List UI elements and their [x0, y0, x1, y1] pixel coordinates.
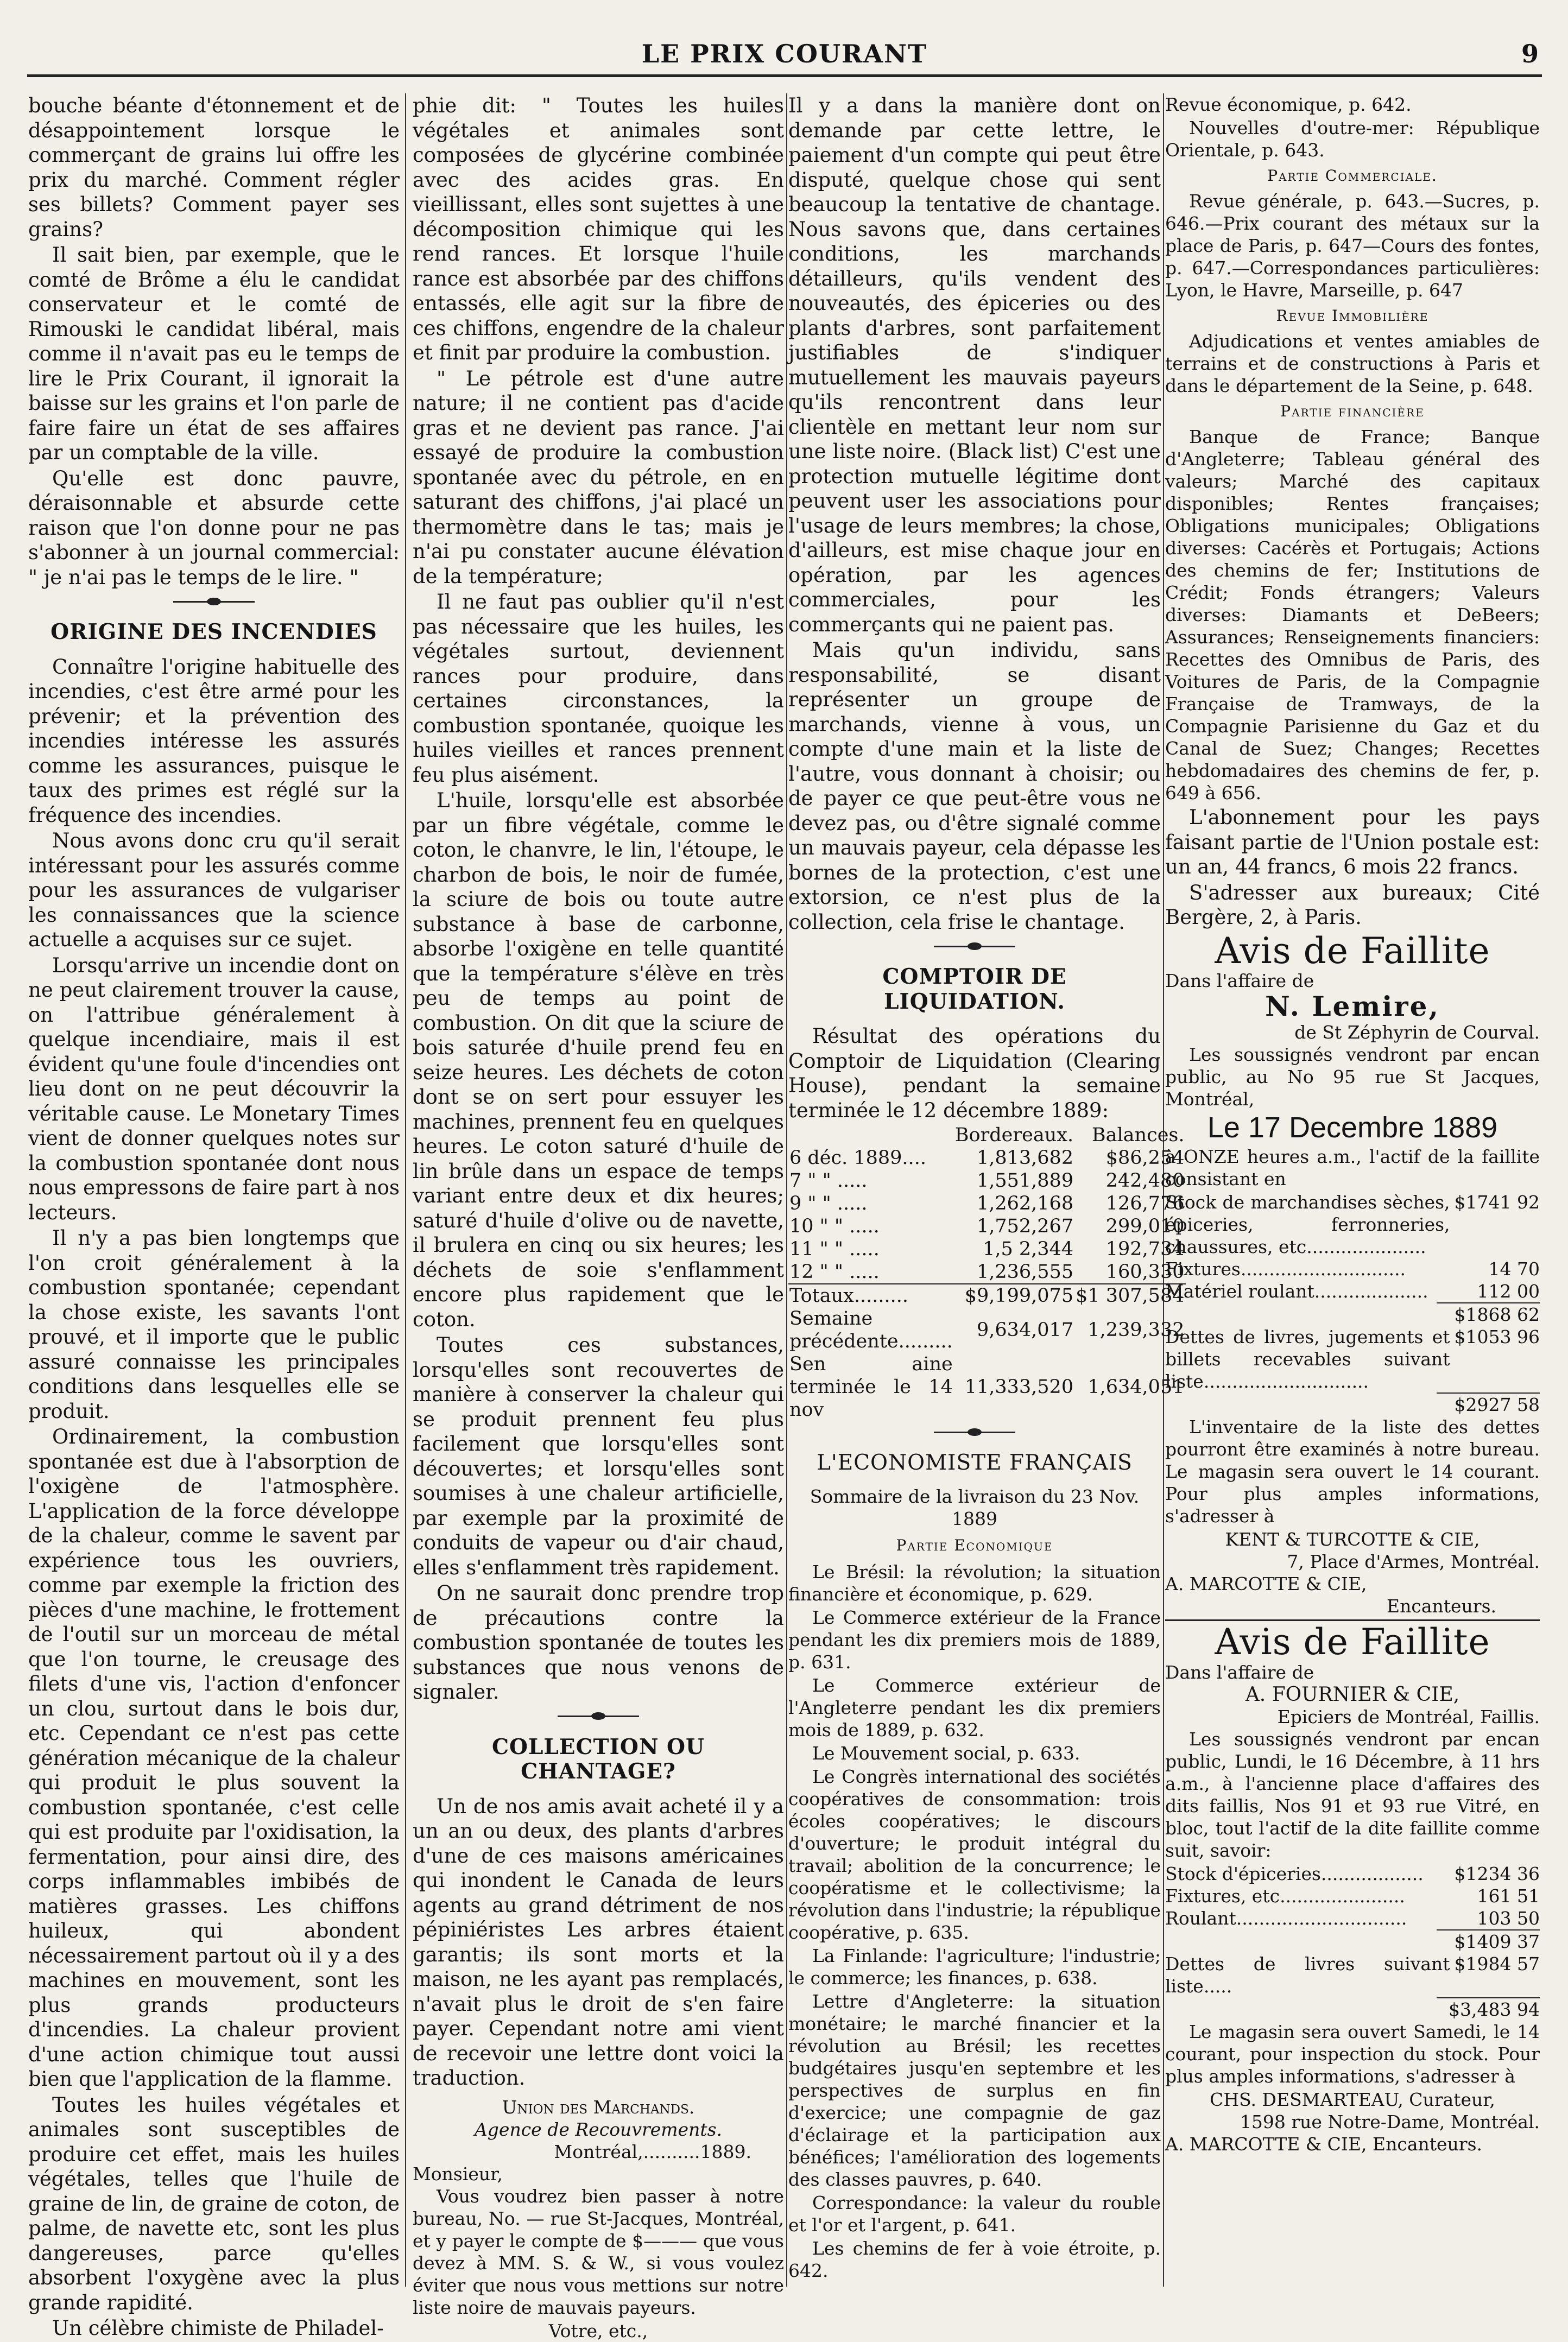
row-date: 10 " " ..... [789, 1216, 880, 1237]
inventory-line [1165, 1258, 1540, 1280]
inventory-line [1165, 1280, 1540, 1302]
section-divider [28, 591, 400, 612]
subtotal-line [1165, 1303, 1540, 1326]
paragraph: Il sait bien, par exemple, que le comté de Brôme a élu le candidat conservateur et le comté de Rimouski le candidat libéral, mais comme il n'avait pas eu le temps de lire le Prix Courant, il ignorait la baisse sur les grains et l'on parle de faire faire un état de ses affaires par un comptable de la ville. [28, 243, 400, 464]
totals-row [788, 1284, 1186, 1307]
total-line [1165, 1998, 1540, 2021]
avis-time: à ONZE heures a.m., l'actif de la faillite consistant en [1165, 1146, 1540, 1189]
firm-name: A. MARCOTTE & CIE, Encanteurs. [1165, 2133, 1483, 2155]
row-date: 7 " " ..... [789, 1170, 868, 1192]
paragraph: " Le pétrole est d'une autre nature; il ne contient pas d'acide gras et ne devient pas rance. J'ai essayé de produire la combustion spontanée avec du pétrole, en en saturant des chiffons, j'ai placé un thermomètre dans le tas; mais je n'ai pu constater aucune élévation de la température; [413, 366, 784, 588]
paragraph: Ordinairement, la combustion spontanée est due à l'absorption de l'oxigène de l'atmosphère. L'application de la force développe de la chaleur, comme le savent par expérience tous les ouvriers, comme par exemple la friction des pièces d'une machine, le frottement de l'outil sur un morceau de métal que l'on tourne, le creusage des filets d'une vis, l'action d'enfoncer un clou, surtout dans le bois dur, etc. Cependant ce n'est pas cette génération mécanique de la chaleur qui produit le plus souvent la combustion spontanée, c'est celle qui est produite par l'oxidisation, la fermentation, pour ainsi dire, des corps inflammables imbibés de matières grasses. Les chiffons huileux, qui abondent nécessairement partout où il y a des machines en mouvement, sont les plus grands producteurs d'incendies. La chaleur provient d'une action chimique tout aussi bien que l'application de la flamme. [28, 1425, 400, 2091]
avis-date: Le 17 Decembre 1889 [1207, 1111, 1498, 1144]
table-header-row [788, 1124, 1186, 1147]
table-row [788, 1192, 1186, 1215]
list-item: Les chemins de fer à voie étroite, p. 642. [788, 2238, 1161, 2281]
paragraph: Connaître l'origine habituelle des incendies, c'est être armé pour les prévenir; et la prévention des incendies intéresse les assurés comme les assurances, puisque le taux des primes est réglé sur la fréquence des incendies. [28, 655, 400, 827]
prev-bordereaux: 9,634,017 [976, 1319, 1074, 1341]
inventory-line [1165, 1191, 1540, 1258]
paragraph: Un célèbre chimiste de Philadel- [52, 2316, 384, 2340]
table-row [788, 1261, 1186, 1284]
paragraph: L'huile, lorsqu'elle est absorbée par un fibre végétale, comme le coton, le chanvre, le lin, l'étoupe, le charbon de bois, le noir de fumée, la sciure de bois ou toute autre substance à base de carbonne, absorbe l'oxigène en telle quantité que la température s'élève en très peu de temps au point de combustion. On dit que la sciure de bois saturée d'huile prend feu en seize heures. Les déchets de coton dont se on sert pour essuyer les machines, prennent feu en quelques heures. Le coton saturé d'huile de lin brûle dans un espace de temps variant entre deux et dix heures; saturé d'huile d'olive ou de navette, il brulera en cinq ou six heures; les déchets de soie s'enflamment encore plus rapidement que le coton. [413, 789, 784, 1331]
year-label: Sen aine terminée le 14 nov [789, 1353, 953, 1421]
table-row [788, 1147, 1186, 1169]
avis-intro: Dans l'affaire de [1165, 1661, 1314, 1683]
avis-faillite-lemire [1165, 929, 1540, 1618]
dettes-label: Dettes de livres, jugements et billets recevables suivant liste............................. [1165, 1326, 1450, 1392]
avis-sale: Les soussignés vendront par encan public, Lundi, le 16 Décembre, à 11 hrs a.m., à l'ancienne place d'affaires des dits faillis, Nos 91 et 93 rue Vitré, en bloc, tout l'actif de la dite faillite comme suit, savoir: [1165, 1728, 1540, 1861]
economiste-continued [1165, 93, 1540, 804]
dettes-line [1165, 1326, 1540, 1392]
paragraph: Il n'y a pas bien longtemps que l'on croit généralement à la combustion spontanée; cependant la chose existe, les savants l'ont prouvé, et il importe que le public assuré connaisse les principales conditions dans lesquelles elle se produit. [28, 1226, 400, 1423]
prev-label: Semaine précédente......... [789, 1308, 953, 1352]
paragraph: bouche béante d'étonnement et de désappointement lorsque le commerçant de grains lui offre les prix du marché. Comment régler ses billets? Comment payer ses grains? [28, 94, 400, 241]
sommaire-line: Sommaire de la livraison du 23 Nov. 1889 [810, 1485, 1140, 1529]
year-row [788, 1353, 1186, 1421]
column-4 [1165, 93, 1540, 2292]
paragraph: Résultat des opérations du Comptoir de Liquidation (Clearing House), pendant la semaine terminée le 12 décembre 1889: [788, 1024, 1161, 1122]
page-number: 9 [1521, 39, 1539, 68]
table-row [788, 1215, 1186, 1238]
page-header [27, 34, 1542, 77]
subtotal-amount: $1868 62 [1454, 1304, 1540, 1325]
row-bordereaux: 1,5 2,344 [983, 1238, 1074, 1260]
firm-address: 7, Place d'Armes, Montréal. [1287, 1551, 1540, 1572]
letter-agence: Agence de Recouvrements. [474, 2118, 723, 2140]
total-amount: $2927 58 [1454, 1394, 1540, 1415]
list-item: Le Mouvement social, p. 633. [812, 1743, 1080, 1764]
section-heading-economiste: L'ECONOMISTE FRANÇAIS [817, 1451, 1133, 1475]
firm-name: A. MARCOTTE & CIE, [1165, 1573, 1367, 1594]
list-item: La Finlande: l'agriculture; l'industrie; le commerce; les finances, p. 638. [788, 1945, 1161, 1989]
avis-note: Le magasin sera ouvert Samedi, le 14 courant, pour inspection du stock. Pour plus amples informations, s'adresser à [1165, 2021, 1540, 2087]
col-header-balances: Balances. [1091, 1124, 1185, 1146]
firm-address: 1598 rue Notre-Dame, Montréal. [1240, 2111, 1540, 2132]
list-item: Correspondance: la valeur du rouble et l'or et l'argent, p. 641. [788, 2192, 1161, 2236]
total-amount: $3,483 94 [1449, 1998, 1540, 2020]
paragraph: On ne saurait donc prendre trop de précautions contre la combustion spontanée de toutes les substances que nous venons de signaler. [413, 1581, 784, 1704]
letter-closing: Votre, etc., [548, 2320, 648, 2341]
avis-place: de St Zéphyrin de Courval. [1294, 1021, 1540, 1043]
dettes-label: Dettes de livres suivant liste..... [1165, 1953, 1450, 1997]
row-balances: 242,480 [1105, 1170, 1185, 1192]
year-balances: 1,634,051 [1088, 1376, 1185, 1398]
row-bordereaux: 1,236,555 [976, 1261, 1074, 1283]
paragraph: S'adresser aux bureaux; Cité Bergère, 2, à Paris. [1165, 881, 1540, 929]
inventory-label: Fixtures............................. [1165, 1258, 1406, 1280]
partie-commerciale-heading: Partie Commerciale. [1267, 167, 1438, 185]
avis-place: Epiciers de Montréal, Faillis. [1277, 1706, 1540, 1727]
section-divider [413, 1706, 784, 1727]
row-bordereaux: 1,813,682 [976, 1147, 1074, 1169]
avis-name: N. Lemire, [1265, 990, 1440, 1022]
paragraph: Un de nos amis avait acheté il y a un an ou deux, des plants d'arbres d'une de ces maisons américaines qui inondent le Canada de leurs agents au grand détriment de nos pépiniéristes Les arbres étaient garantis; ils sont morts et la maison, ne les ayant pas remplacés, n'avait plus le droit de s'en faire payer. Cependant notre ami vient de recevoir une lettre dont voici la traduction. [413, 1794, 784, 2090]
section-heading-incendies: ORIGINE DES INCENDIES [50, 619, 377, 644]
row-date: 6 déc. 1889.... [789, 1147, 926, 1169]
row-date: 9 " " ..... [789, 1193, 868, 1214]
section-divider [788, 1421, 1161, 1443]
row-balances: 192,734 [1105, 1238, 1185, 1260]
inventory-label: Roulant.............................. [1165, 1907, 1407, 1929]
paragraph: Il y a dans la manière dont on demande par cette lettre, le paiement d'un compte qui peut être disputé, quelque chose qui sent beaucoup la tentative de chantage. Nous savons que, dans certaines conditions, les marchands détailleurs, qu'ils vendent des nouveautés, des épiceries ou des plants d'arbres, sont parfaitement justifiables de s'indiquer mutuellement les mauvais payeurs qu'ils rencontrent dans leur clientèle en mettant leur nom sur une liste noire. (Black list) C'est une protection mutuelle légitime dont peuvent user les associations pour l'usage de leurs membres; la chose, d'ailleurs, est mise chaque jour en opération, par les agences commerciales, pour les commerçants qui ne paient pas. [788, 94, 1161, 636]
subtotal-line [1165, 1930, 1540, 1953]
dettes-line [1165, 1953, 1540, 1997]
list-item: Le Brésil: la révolution; la situation financière et économique, p. 629. [788, 1561, 1161, 1605]
avis-name: A. FOURNIER & CIE, [1245, 1683, 1460, 1706]
row-balances: 299,010 [1105, 1216, 1185, 1237]
letter-salutation: Monsieur, [413, 2163, 503, 2185]
totals-bordereaux: $9,199,075 [954, 1284, 1074, 1307]
list-item: Adjudications et ventes amiables de terrains et de constructions à Paris et dans le département de la Seine, p. 648. [1165, 331, 1540, 396]
letter-date: Montréal,..........1889. [554, 2141, 751, 2162]
inventory-amount: 103 50 [1477, 1907, 1540, 1929]
quoted-letter [413, 2096, 784, 2342]
inventory-amount: $1741 92 [1454, 1192, 1540, 1213]
list-item: Le Congrès international des sociétés coopératives de consommation: trois écoles coopératives; le discours d'ouverture; le produit intégral du travail; abolition de la concurrence; le coopératisme et le collectivisme; la révolution dans l'industrie; la république coopérative, p. 635. [788, 1766, 1161, 1943]
dettes-amount: $1984 57 [1454, 1953, 1540, 1974]
col-header-bordereaux: Bordereaux. [954, 1124, 1074, 1146]
paragraph: Nous avons donc cru qu'il serait intéressant pour les assurés comme pour les assurances de vulgariser les connaissances que la science actuelle a acquises sur ce sujet. [28, 829, 400, 951]
prev-balances: 1,239,332 [1088, 1319, 1185, 1341]
letter-body: Vous voudrez bien passer à notre bureau, No. — rue St-Jacques, Montréal, et y payer le compte de $——— que vous devez à MM. S. & W., si vous voulez éviter que nous vous mettions sur notre liste noire de mauvais payeurs. [413, 2185, 784, 2318]
inventory-label: Matériel roulant.................... [1165, 1281, 1428, 1302]
subtotal-amount: $1409 37 [1454, 1930, 1540, 1952]
inventory-label: Stock d'épiceries.................. [1165, 1863, 1424, 1884]
row-bordereaux: 1,752,267 [976, 1216, 1074, 1237]
previous-week-row [788, 1307, 1186, 1353]
inventory-amount: 161 51 [1477, 1885, 1540, 1907]
newspaper-title: LE PRIX COURANT [641, 39, 928, 68]
paragraph: phie dit: " Toutes les huiles végétales et animales sont composées de glycérine combinée avec des acides gras. En vieillissant, elles sont sujettes à une décomposition chimique qui les rend rances. Et lorsque l'huile rance est absorbée par des chiffons entassés, elle agit sur la fibre de ces chiffons, engendre de la chaleur et finit par produire la combustion. [413, 94, 784, 364]
table-row [788, 1169, 1186, 1192]
economiste-items [788, 1561, 1161, 2282]
row-balances: $86,254 [1105, 1147, 1185, 1169]
inventory-label: Stock de marchandises sèches, épiceries, ferronneries, chaussures, etc..................... [1165, 1192, 1450, 1257]
inventory-label: Fixtures, etc...................... [1165, 1885, 1405, 1907]
firm-name: KENT & TURCOTTE & CIE, [1225, 1529, 1480, 1550]
letter-union: Union des Marchands. [502, 2096, 695, 2118]
list-item: Revue générale, p. 643.—Sucres, p. 646.—Prix courant des métaux sur la place de Paris, p. 647—Cours des fontes, p. 647.—Correspondances particulières: Lyon, le Havre, Marseille, p. 647 [1165, 191, 1540, 301]
firm-name: CHS. DESMARTEAU, Curateur, [1210, 2088, 1495, 2110]
list-item: Banque de France; Banque d'Angleterre; Tableau général des valeurs; Marché des capitaux disponibles; Rentes françaises; Obligations municipales; Obligations diverses: Cacérès et Portugais; Actions des chemins de fer; Institutions de Crédit; Fonds étrangers; Valeurs diverses: Diamants et DeBeers; Assurances; Renseignements financiers: Recettes des Omnibus de Paris, des Voitures de Paris, de la Compagnie Française de Tramways, de la Compagnie Parisienne du Gaz et du Canal de Suez; Changes; Recettes hebdomadaires des chemins de fer, p. 649 à 656. [1165, 426, 1540, 803]
inventory-amount: 112 00 [1477, 1281, 1540, 1302]
partie-economique-heading: Partie Economique [896, 1536, 1053, 1554]
section-heading-comptoir: COMPTOIR DE LIQUIDATION. [882, 964, 1067, 1014]
inventory-line [1165, 1885, 1540, 1907]
table-row [788, 1238, 1186, 1261]
row-balances: 160,330 [1105, 1261, 1185, 1283]
paragraph: Lorsqu'arrive un incendie dont on ne peut clairement trouver la cause, on l'attribue généralement à quelque incendiaire, mais il est évident qu'une foule d'incendies ont lieu dont on ne peut découvrir la véritable cause. Le Monetary Times vient de donner quelques notes sur la combustion spontanée dont nous nous empressons de faire part à nos lecteurs. [28, 953, 400, 1224]
paragraph: Mais qu'un individu, sans responsabilité, se disant représenter un groupe de marchands, vienne à vous, un compte d'une main et la liste de l'autre, vous donnant à choisir; ou de payer ce que peut-être vous ne devez pas, ou d'être signalé comme un mauvais payeur, cela dépasse les bornes de la protection, c'est une extorsion, ce n'est plus de la collection, cela frise le chantage. [788, 638, 1161, 934]
list-item: Lettre d'Angleterre: la situation monétaire; le marché financier et la révolution au Brésil; les recettes budgétaires jusqu'en septembre et les perspectives de surplus en fin d'exercice; une compagnie de gaz d'éclairage et la participation aux bénéfices; l'amélioration des logements des classes pauvres, p. 640. [788, 1991, 1161, 2190]
list-item: Revue économique, p. 642. [1165, 94, 1412, 115]
list-item: Le Commerce extérieur de la France pendant les dix premiers mois de 1889, p. 631. [788, 1607, 1161, 1673]
row-bordereaux: 1,551,889 [976, 1170, 1074, 1192]
avis-intro: Dans l'affaire de [1165, 970, 1314, 991]
paragraph: Qu'elle est donc pauvre, déraisonnable et absurde cette raison que l'on donne pour ne pas s'abonner à un journal commercial: " je n'ai pas le temps de le lire. " [28, 466, 400, 589]
row-balances: 126,776 [1105, 1193, 1185, 1214]
section-heading-collection: COLLECTION OU CHANTAGE? [491, 1734, 705, 1784]
column-2 [413, 93, 784, 2341]
section-divider [788, 935, 1161, 957]
revue-immobiliere-heading: Revue Immobilière [1276, 307, 1429, 325]
firm-role: Encanteurs. [1387, 1596, 1496, 1617]
row-date: 11 " " ..... [789, 1238, 880, 1260]
dettes-amount: $1053 96 [1454, 1326, 1540, 1347]
inventory-line [1165, 1863, 1540, 1885]
totals-label: Totaux......... [788, 1284, 954, 1307]
paragraph: Toutes ces substances, lorsqu'elles sont recouvertes de manière à conserver la chaleur qui se produit prennent feu plus facilement que lorsqu'elles sont découvertes; et lorsqu'elles sont soumises à une chaleur artificielle, par exemple par la proximité de conduits de vapeur ou d'air chaud, elles s'enflamment très rapidement. [413, 1333, 784, 1579]
row-bordereaux: 1,262,168 [976, 1193, 1074, 1214]
inventory-line [1165, 1907, 1540, 1929]
inventory-amount: 14 70 [1488, 1258, 1540, 1280]
clearing-house-table [788, 1124, 1186, 1421]
list-item: Le Commerce extérieur de l'Angleterre pendant les dix premiers mois de 1889, p. 632. [788, 1675, 1161, 1740]
avis-note: L'inventaire de la liste des dettes pourront être examinés à notre bureau. Le magasin sera ouvert le 14 courant. Pour plus amples informations, s'adresser à [1165, 1416, 1540, 1527]
avis-sale: Les soussignés vendront par encan public, au No 95 rue St Jacques, Montréal, [1165, 1043, 1540, 1110]
avis-title: Avis de Faillite [1215, 1621, 1490, 1663]
paragraph: Toutes les huiles végétales et animales sont susceptibles de produire cet effet, mais les huiles végétales, telles que l'huile de graine de lin, de graine de coton, de palme, de navette etc, sont les plus dangereuses, parce qu'elles absorbent l'oxygène avec la plus grande rapidité. [28, 2093, 400, 2314]
inventory-amount: $1234 36 [1454, 1863, 1540, 1884]
column-rule [405, 93, 406, 2287]
row-date: 12 " " ..... [789, 1261, 880, 1283]
paragraph: Il ne faut pas oublier qu'il n'est pas nécessaire que les huiles, les végétales surtout, deviennent rances pour produire, dans certaines circonstances, la combustion spontanée, quoique les huiles vieilles et rances prennent feu plus aisément. [413, 590, 784, 787]
list-item: Nouvelles d'outre-mer: République Orientale, p. 643. [1165, 117, 1540, 161]
column-3 [788, 93, 1185, 2292]
totals-balances: $1 307,584 [1076, 1285, 1185, 1307]
avis-title: Avis de Faillite [1215, 929, 1490, 972]
year-bordereaux: 11,333,520 [964, 1376, 1074, 1398]
partie-financiere-heading: Partie financière [1280, 402, 1425, 420]
column-rule [786, 93, 787, 2287]
total-line [1165, 1394, 1540, 1416]
avis-faillite-fournier [1165, 1619, 1540, 2155]
column-1 [28, 93, 400, 2340]
paragraph: L'abonnement pour les pays faisant partie de l'Union postale est: un an, 44 francs, 6 mois 22 francs. [1165, 806, 1540, 878]
